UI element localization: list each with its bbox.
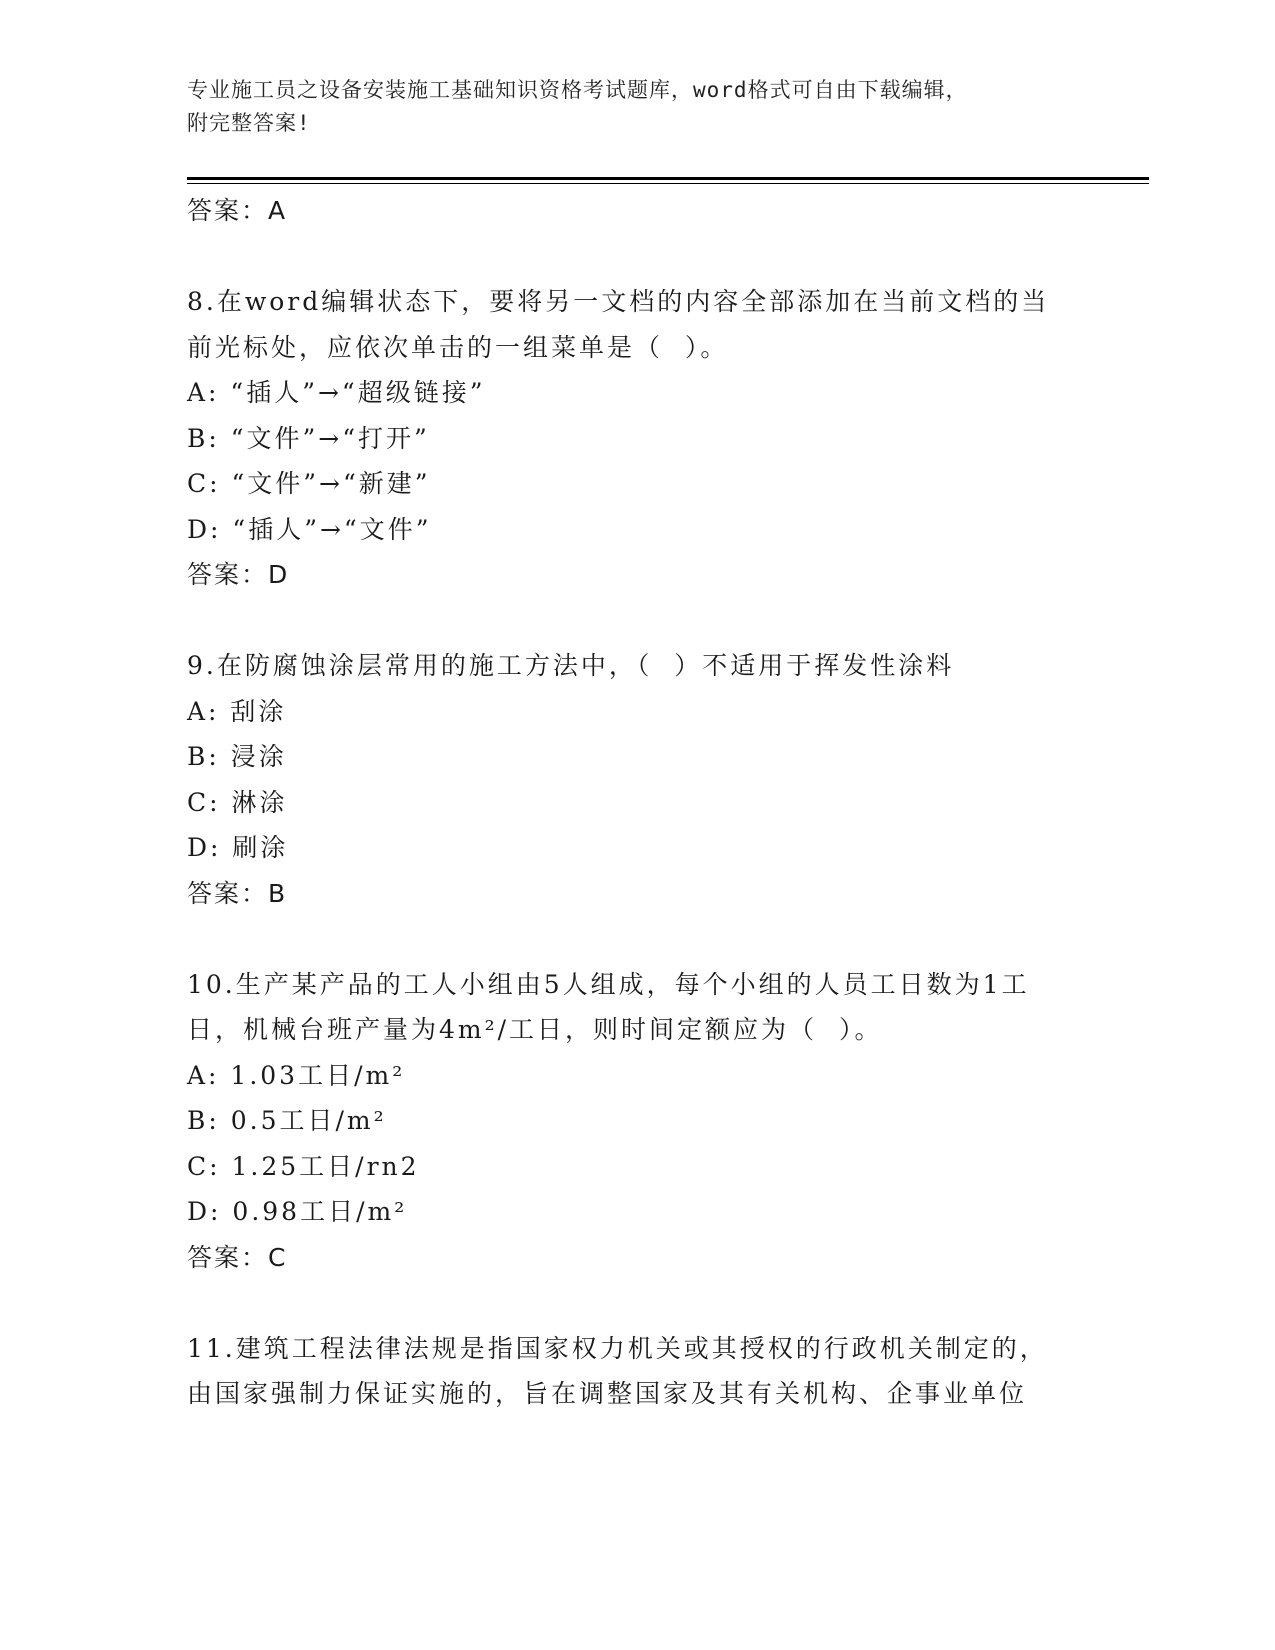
document-body	[187, 188, 1087, 1417]
answer-line: 答案：D	[187, 560, 290, 589]
question-text-line: 日，机械台班产量为4m²/工日，则时间定额应为（ ）。	[187, 1015, 883, 1044]
spacer	[187, 916, 1087, 962]
spacer	[187, 598, 1087, 644]
option-a: A: 1.03工日/m²	[187, 1060, 406, 1090]
spacer	[187, 1280, 1087, 1326]
option-a: A: “插人”→“超级链接”	[187, 378, 486, 407]
answer-line: 答案：A	[187, 196, 288, 225]
option-b: B: “文件”→“打开”	[187, 423, 430, 453]
question-text-line: 11.建筑工程法律法规是指国家权力机关或其授权的行政机关制定的，	[187, 1333, 1048, 1363]
option-d: D: 0.98工日/m²	[187, 1197, 408, 1226]
option-d: D: 刷涂	[187, 833, 289, 862]
header-rule-thin	[187, 183, 1149, 184]
answer-line: 答案：C	[187, 1242, 288, 1272]
option-b: B: 0.5工日/m²	[187, 1106, 387, 1135]
header-line-2: 附完整答案!	[187, 111, 311, 135]
question-9	[187, 643, 1087, 916]
question-text-line: 9.在防腐蚀涂层常用的施工方法中，（ ）不适用于挥发性涂料	[187, 651, 955, 680]
spacer	[187, 234, 1087, 280]
option-a: A: 刮涂	[187, 696, 287, 726]
header-line-1: 专业施工员之设备安装施工基础知识资格考试题库，word格式可自由下载编辑，	[187, 78, 968, 102]
option-c: C: 淋涂	[187, 787, 288, 817]
answer-line: 答案：B	[187, 878, 288, 908]
question-8	[187, 279, 1087, 598]
question-10	[187, 962, 1087, 1281]
header-rule-thick	[187, 177, 1149, 180]
page-header	[187, 74, 1067, 140]
question-text-line: 10.生产某产品的工人小组由5人组成，每个小组的人员工日数为1工	[187, 969, 1030, 999]
question-text-line: 8.在word编辑状态下，要将另一文档的内容全部添加在当前文档的当	[187, 287, 1050, 316]
option-d: D: “插人”→“文件”	[187, 514, 432, 544]
option-c: C: 1.25工日/rn2	[187, 1151, 420, 1181]
option-c: C: “文件”→“新建”	[187, 469, 431, 498]
question-text-line: 前光标处，应依次单击的一组菜单是（ ）。	[187, 332, 729, 362]
option-b: B: 浸涂	[187, 742, 287, 771]
question-text-line: 由国家强制力保证实施的，旨在调整国家及其有关机构、企事业单位	[187, 1379, 1028, 1408]
question-11	[187, 1326, 1087, 1417]
